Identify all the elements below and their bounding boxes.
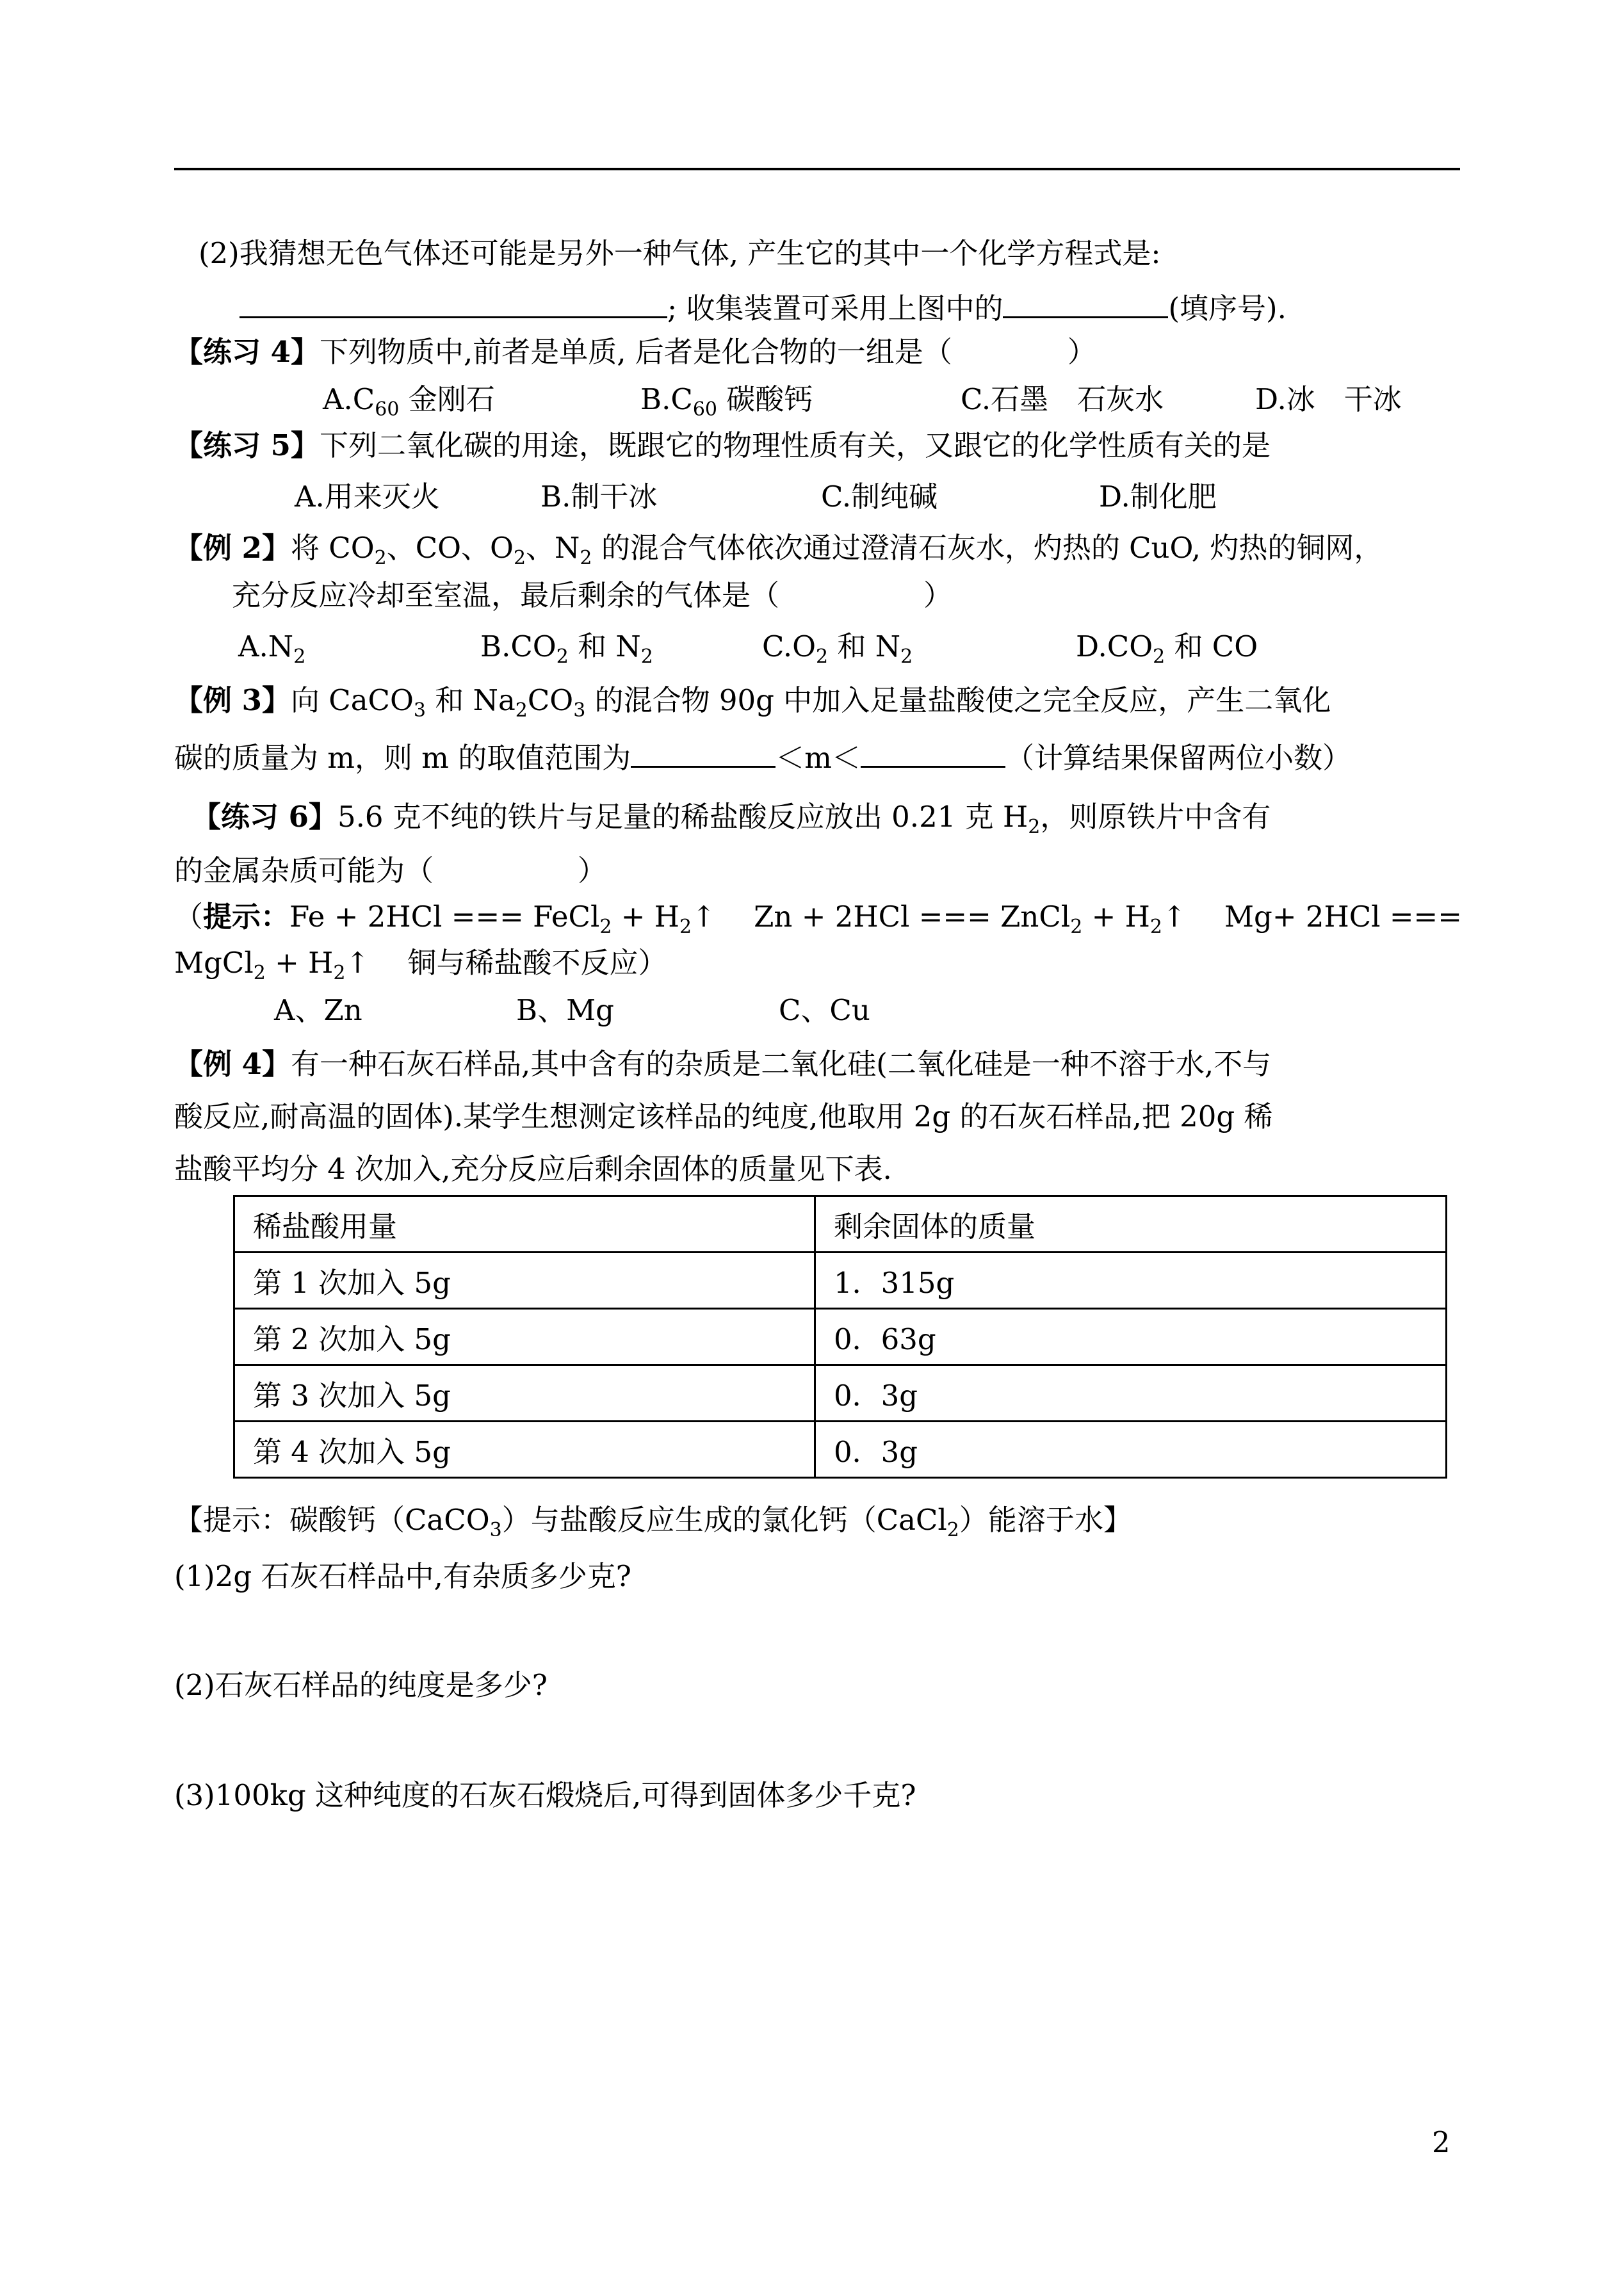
question-3: (3)100kg 这种纯度的石灰石煅烧后,可得到固体多少千克? (174, 1778, 916, 1812)
exercise-6: 【练习 6】5.6 克不纯的铁片与足量的稀盐酸反应放出 0.21 克 $H_2$，则原铁片中含有 (192, 800, 1271, 838)
table-row (234, 1309, 1447, 1365)
option-b: B.制干冰 (540, 480, 658, 514)
exercise-5: 【练习 5】下列二氧化碳的用途，既跟它的物理性质有关，又跟它的化学性质有关的是 (174, 428, 1271, 462)
table-row (234, 1253, 1447, 1309)
table-header-cell: 稀盐酸用量 (234, 1196, 815, 1253)
header-rule (174, 168, 1460, 170)
q2-line2: ; 收集装置可采用上图中的 (填序号). (240, 287, 1287, 328)
option-a: A.用来灭火 (295, 480, 440, 514)
answer-blank[interactable] (861, 736, 1005, 768)
table-header-cell: 剩余固体的质量 (815, 1196, 1447, 1253)
option-b: $B.C_{60}$ 碳酸钙 (640, 382, 813, 421)
example-3: 【例 3】向 CaCO$_3$ 和 $Na_2CO_3$ 的混合物 90g 中加入足量盐酸使之完全反应，产生二氧化 (174, 683, 1331, 722)
table-cell: 1．315g (815, 1253, 1447, 1309)
answer-blank[interactable] (1003, 287, 1168, 318)
question-2: (2)石灰石样品的纯度是多少? (174, 1668, 548, 1702)
table-cell: 第 2 次加入 5g (234, 1309, 815, 1365)
table-cell: 第 1 次加入 5g (234, 1253, 815, 1309)
example-4-line2: 酸反应,耐高温的固体).某学生想测定该样品的纯度,他取用 2g 的石灰石样品,把 20g 稀 (174, 1099, 1273, 1133)
option-d: D.冰 干冰 (1255, 382, 1402, 416)
table-cell: 0．3g (815, 1365, 1447, 1422)
option-d: $D.CO_2$ 和 CO (1076, 629, 1258, 668)
table-row (234, 1365, 1447, 1422)
exercise-6-line2: 的金属杂质可能为（ ） (174, 854, 607, 888)
table-cell: 第 4 次加入 5g (234, 1422, 815, 1478)
results-table (233, 1195, 1447, 1479)
option-a: $A.N_2$ (238, 629, 306, 668)
option-c: C、Cu (779, 993, 870, 1027)
example-3-line2: 碳的质量为 m，则 m 的取值范围为 ＜m＜ （计算结果保留两位小数） (174, 736, 1351, 777)
table-cell: 第 3 次加入 5g (234, 1365, 815, 1422)
option-c: $C.O_2$ 和 $N_2$ (762, 629, 913, 668)
option-d: D.制化肥 (1099, 480, 1217, 514)
question-1: (1)2g 石灰石样品中,有杂质多少克? (174, 1559, 631, 1593)
table-row (234, 1422, 1447, 1478)
example-4-tip: 【提示：碳酸钙（CaCO$_3$）与盐酸反应生成的氯化钙（CaCl$_2$）能溶于水】 (174, 1503, 1132, 1541)
table-header-row (234, 1196, 1447, 1253)
option-c: C.制纯碱 (821, 480, 938, 514)
page-number: 2 (1432, 2125, 1450, 2159)
q2-line1: (2)我猜想无色气体还可能是另外一种气体, 产生它的其中一个化学方程式是: (199, 236, 1161, 270)
option-b: B、Mg (516, 993, 614, 1027)
exercise-6-hint: （提示：Fe + 2HCl === FeCl$_2$ + $H_2↑$ Zn + 2HCl === ZnCl$_2$ + $H_2↑$ Mg+ 2HCl === (174, 900, 1462, 938)
example-2: 【例 2】将 $CO_2$、CO、$O_2$、$N_2$ 的混合气体依次通过澄清石灰水，灼热的 CuO, 灼热的铜网， (174, 531, 1383, 569)
option-a: $A.C_{60}$ 金刚石 (323, 382, 495, 421)
answer-blank[interactable] (240, 287, 667, 318)
exercise-6-hint-line2: MgCl$_2$ + $H_2↑$ 铜与稀盐酸不反应） (174, 946, 667, 984)
example-4: 【例 4】有一种石灰石样品,其中含有的杂质是二氧化硅(二氧化硅是一种不溶于水,不与 (174, 1047, 1272, 1081)
answer-blank[interactable] (631, 736, 775, 768)
option-b: $B.CO_2$ 和 $N_2$ (480, 629, 653, 668)
example-2-line2: 充分反应冷却至室温，最后剩余的气体是（ ） (232, 578, 953, 612)
exercise-4: 【练习 4】下列物质中,前者是单质, 后者是化合物的一组是（ ） (174, 335, 1096, 369)
option-c: C.石墨 石灰水 (961, 382, 1164, 416)
option-a: A、Zn (274, 993, 362, 1027)
table-cell: 0．3g (815, 1422, 1447, 1478)
table-cell: 0．63g (815, 1309, 1447, 1365)
example-4-line3: 盐酸平均分 4 次加入,充分反应后剩余固体的质量见下表. (174, 1152, 892, 1186)
